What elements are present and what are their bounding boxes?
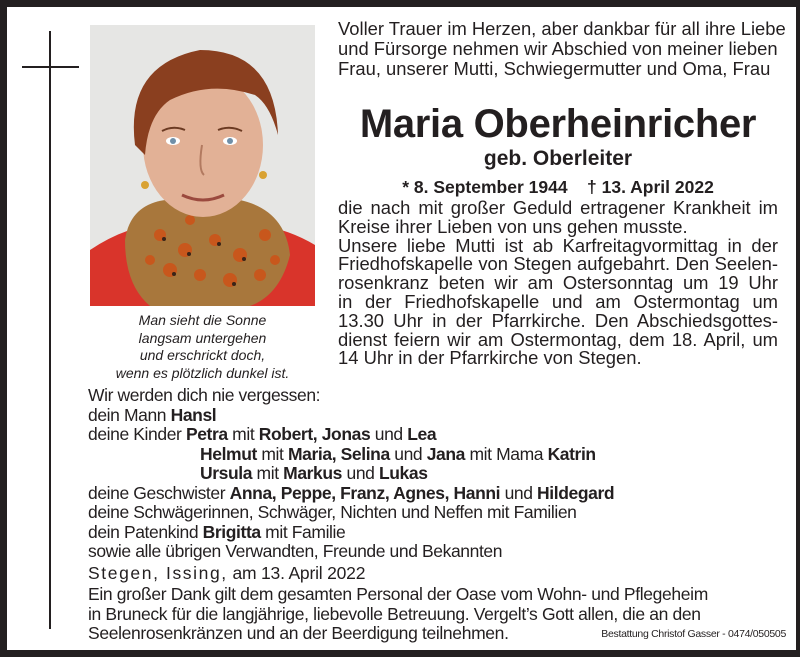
funeral-home-credit: Bestattung Christof Gasser - 0474/050505 [601, 628, 786, 640]
mourners-list [88, 386, 688, 562]
thanks-line: Ein großer Dank gilt dem gesamten Personal der Oase vom Wohn- und Pflegeheim [88, 584, 708, 604]
birth-date: * 8. September 1944 [402, 177, 568, 197]
thanks-line: Seelenrosenkränzen und an der Beerdigung teilnehmen. [88, 623, 509, 643]
body-line: Kreise ihrer Lieben von uns gehen musste. [338, 215, 688, 237]
thanks-line: in Bruneck für die langjährige, liebevolle Betreuung. Vergelt’s Gott allen, die an den [88, 603, 701, 624]
mourner-children-row: deine Kinder Petra mit Robert, Jonas und Lea [88, 424, 437, 444]
mourner-others: sowie alle übrigen Verwandten, Freunde und Bekannten [88, 541, 503, 561]
body-line: Unsere liebe Mutti ist ab Karfreitagvormittag in der [338, 234, 778, 256]
verse-line: langsam untergehen [138, 329, 267, 346]
body-line: Friedhofskapelle von Stegen aufgebahrt. Den Seelen- [338, 253, 778, 275]
memorial-verse [90, 312, 315, 382]
body-line: die nach mit großer Geduld ertragener Krankheit im [338, 197, 778, 218]
deceased-name: Maria Oberheinricher [359, 102, 757, 146]
place-and-date [88, 563, 365, 583]
maiden-name: geb. Oberleiter [483, 147, 633, 170]
mourner-siblings: deine Geschwister Anna, Peppe, Franz, Agnes, Hanni und Hildegard [88, 482, 615, 503]
body-line: 14 Uhr in der Pfarrkirche von Stegen. [338, 347, 642, 369]
mourner-husband: dein Mann Hansl [88, 404, 217, 425]
body-line: rosenkranz beten wir am Ostersonntag um 19 Uhr [338, 272, 778, 294]
mourner-godchild: dein Patenkind Brigitta mit Familie [88, 521, 346, 542]
husband-name: Hansl [170, 404, 217, 425]
verse-line: Man sieht die Sonne [138, 312, 267, 328]
intro-line: und Fürsorge nehmen wir Abschied von meiner lieben [338, 38, 778, 59]
intro-text [338, 18, 786, 79]
place: Stegen, Issing, [88, 563, 228, 583]
verse-line: und erschrickt doch, [139, 347, 266, 363]
mourner-in-laws: deine Schwägerinnen, Schwäger, Nichten und Neffen mit Familien [88, 502, 577, 522]
announcement-body [338, 199, 778, 368]
body-line: dienst feiern wir am Ostermontag, dem 18. April, um [338, 328, 778, 350]
body-line: in der Friedhofskapelle und am Ostermontag um [338, 290, 778, 312]
life-dates [330, 177, 786, 197]
portrait-photo-illustration [90, 25, 315, 306]
portrait-photo [90, 25, 315, 306]
mourners-heading: Wir werden dich nie vergessen: [88, 385, 321, 405]
mourner-children-row: Helmut mit Maria, Selina und Jana mit Mama Katrin [200, 443, 596, 464]
body-line: 13.30 Uhr in der Pfarrkirche. Den Abschiedsgottes- [338, 309, 778, 331]
intro-line: Voller Trauer im Herzen, aber dankbar für all ihre Liebe [338, 18, 786, 39]
date: am 13. April 2022 [227, 563, 366, 583]
verse-line: wenn es plötzlich dunkel ist. [115, 364, 290, 381]
cross-icon [49, 31, 51, 629]
intro-line: Frau, unserer Mutti, Schwiegermutter und Oma, Frau [338, 58, 771, 79]
cross-icon-crossbar [22, 66, 79, 68]
death-date: † 13. April 2022 [587, 177, 714, 197]
mourner-children-row: Ursula mit Markus und Lukas [200, 463, 428, 483]
